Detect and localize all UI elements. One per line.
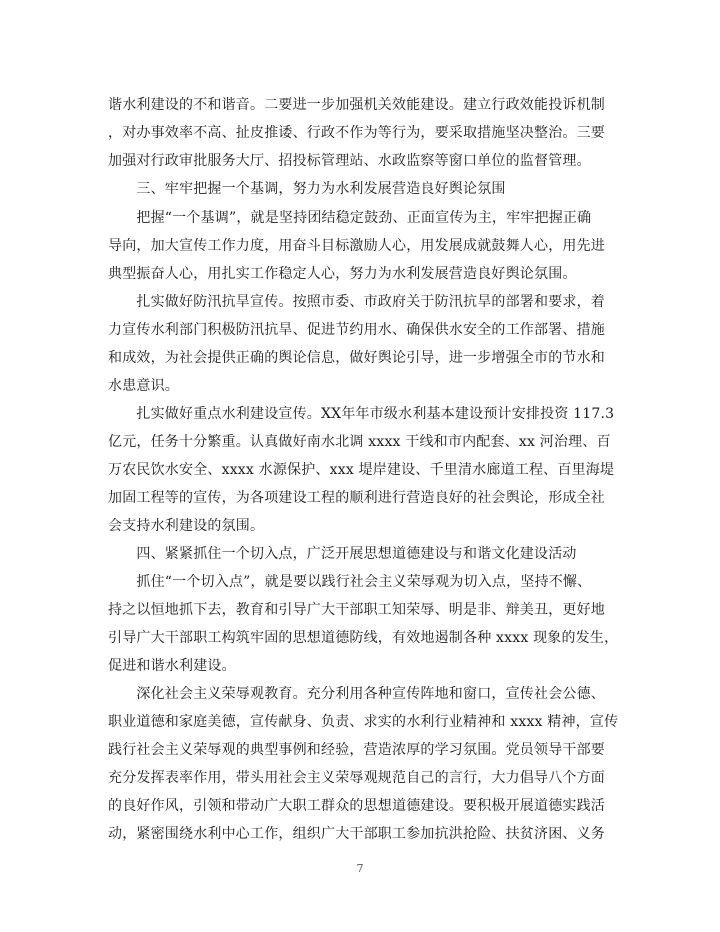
text-line: 持之以恒地抓下去，教育和引导广大干部职工知荣辱、明是非、辩美丑，更好地 [108,602,605,618]
text-line: 的良好作风，引领和带动广大职工群众的思想道德建设。要积极开展道德实践活 [108,798,605,814]
text-line: 谐水利建设的不和谐音。二要进一步加强机关效能建设。建立行政效能投诉机制 [108,97,605,113]
text-line: 抓住“一个切入点”，就是要以践行社会主义荣辱观为切入点，坚持不懈、 [108,574,592,590]
text-line: ，对办事效率不高、扯皮推诿、行政不作为等行为，要采取措施坚决整治。三要 [108,125,605,141]
text-line: 水患意识。 [108,378,179,394]
text-line: 加强对行政审批服务大厅、招投标管理站、水政监察等窗口单位的监督管理。 [108,153,591,169]
text-line: 典型振奋人心，用扎实工作稳定人心，努力为水利发展营造良好舆论氛围。 [108,266,577,282]
text-line: 扎实做好重点水利建设宣传。XX年年市级水利基本建设预计安排投资 117.3 [108,406,615,422]
text-line: 和成效，为社会提供正确的舆论信息，做好舆论引导，进一步增强全市的节水和 [108,350,605,366]
text-line: 动，紧密围绕水利中心工作，组织广大干部职工参加抗洪抢险、扶贫济困、义务 [108,826,605,842]
text-line: 扎实做好防汛抗旱宣传。按照市委、市政府关于防汛抗旱的部署和要求，着 [108,294,605,310]
section-heading: 三、牢牢把握一个基调，努力为水利发展营造良好舆论氛围 [108,181,506,197]
text-line: 力宣传水利部门积极防汛抗旱、促进节约用水、确保供水安全的工作部署、措施 [108,322,605,338]
section-heading: 四、紧紧抓住一个切入点，广泛开展思想道德建设与和谐文化建设活动 [108,546,577,562]
text-line: 万农民饮水安全、xxxx 水源保护、xxx 堤岸建设、千里清水廊道工程、百里海堤 [108,462,615,478]
text-line: 把握“一个基调”，就是坚持团结稳定鼓劲、正面宣传为主，牢牢把握正确 [108,210,592,226]
text-line: 践行社会主义荣辱观的典型事例和经验，营造浓厚的学习氛围。党员领导干部要 [108,742,605,758]
text-line: 引导广大干部职工构筑牢固的思想道德防线，有效地遏制各种 xxxx 现象的发生， [108,630,619,646]
text-line: 导向，加大宣传工作力度，用奋斗目标激励人心，用发展成就鼓舞人心，用先进 [108,238,605,254]
text-line: 职业道德和家庭美德，宣传献身、负责、求实的水利行业精神和 xxxx 精神，宣传 [108,714,619,730]
text-line: 加固工程等的宣传，为各项建设工程的顺利进行营造良好的社会舆论，形成全社 [108,490,605,506]
page-number: 7 [356,862,364,875]
text-line: 会支持水利建设的氛围。 [108,518,265,534]
text-line: 深化社会主义荣辱观教育。充分利用各种宣传阵地和窗口，宣传社会公德、 [108,686,605,702]
text-line: 促进和谐水利建设。 [108,658,236,674]
text-line: 亿元，任务十分繁重。认真做好南水北调 xxxx 干线和市内配套、xx 河治理、百 [108,434,611,450]
text-line: 充分发挥表率作用，带头用社会主义荣辱观规范自己的言行，大力倡导八个方面 [108,770,605,786]
